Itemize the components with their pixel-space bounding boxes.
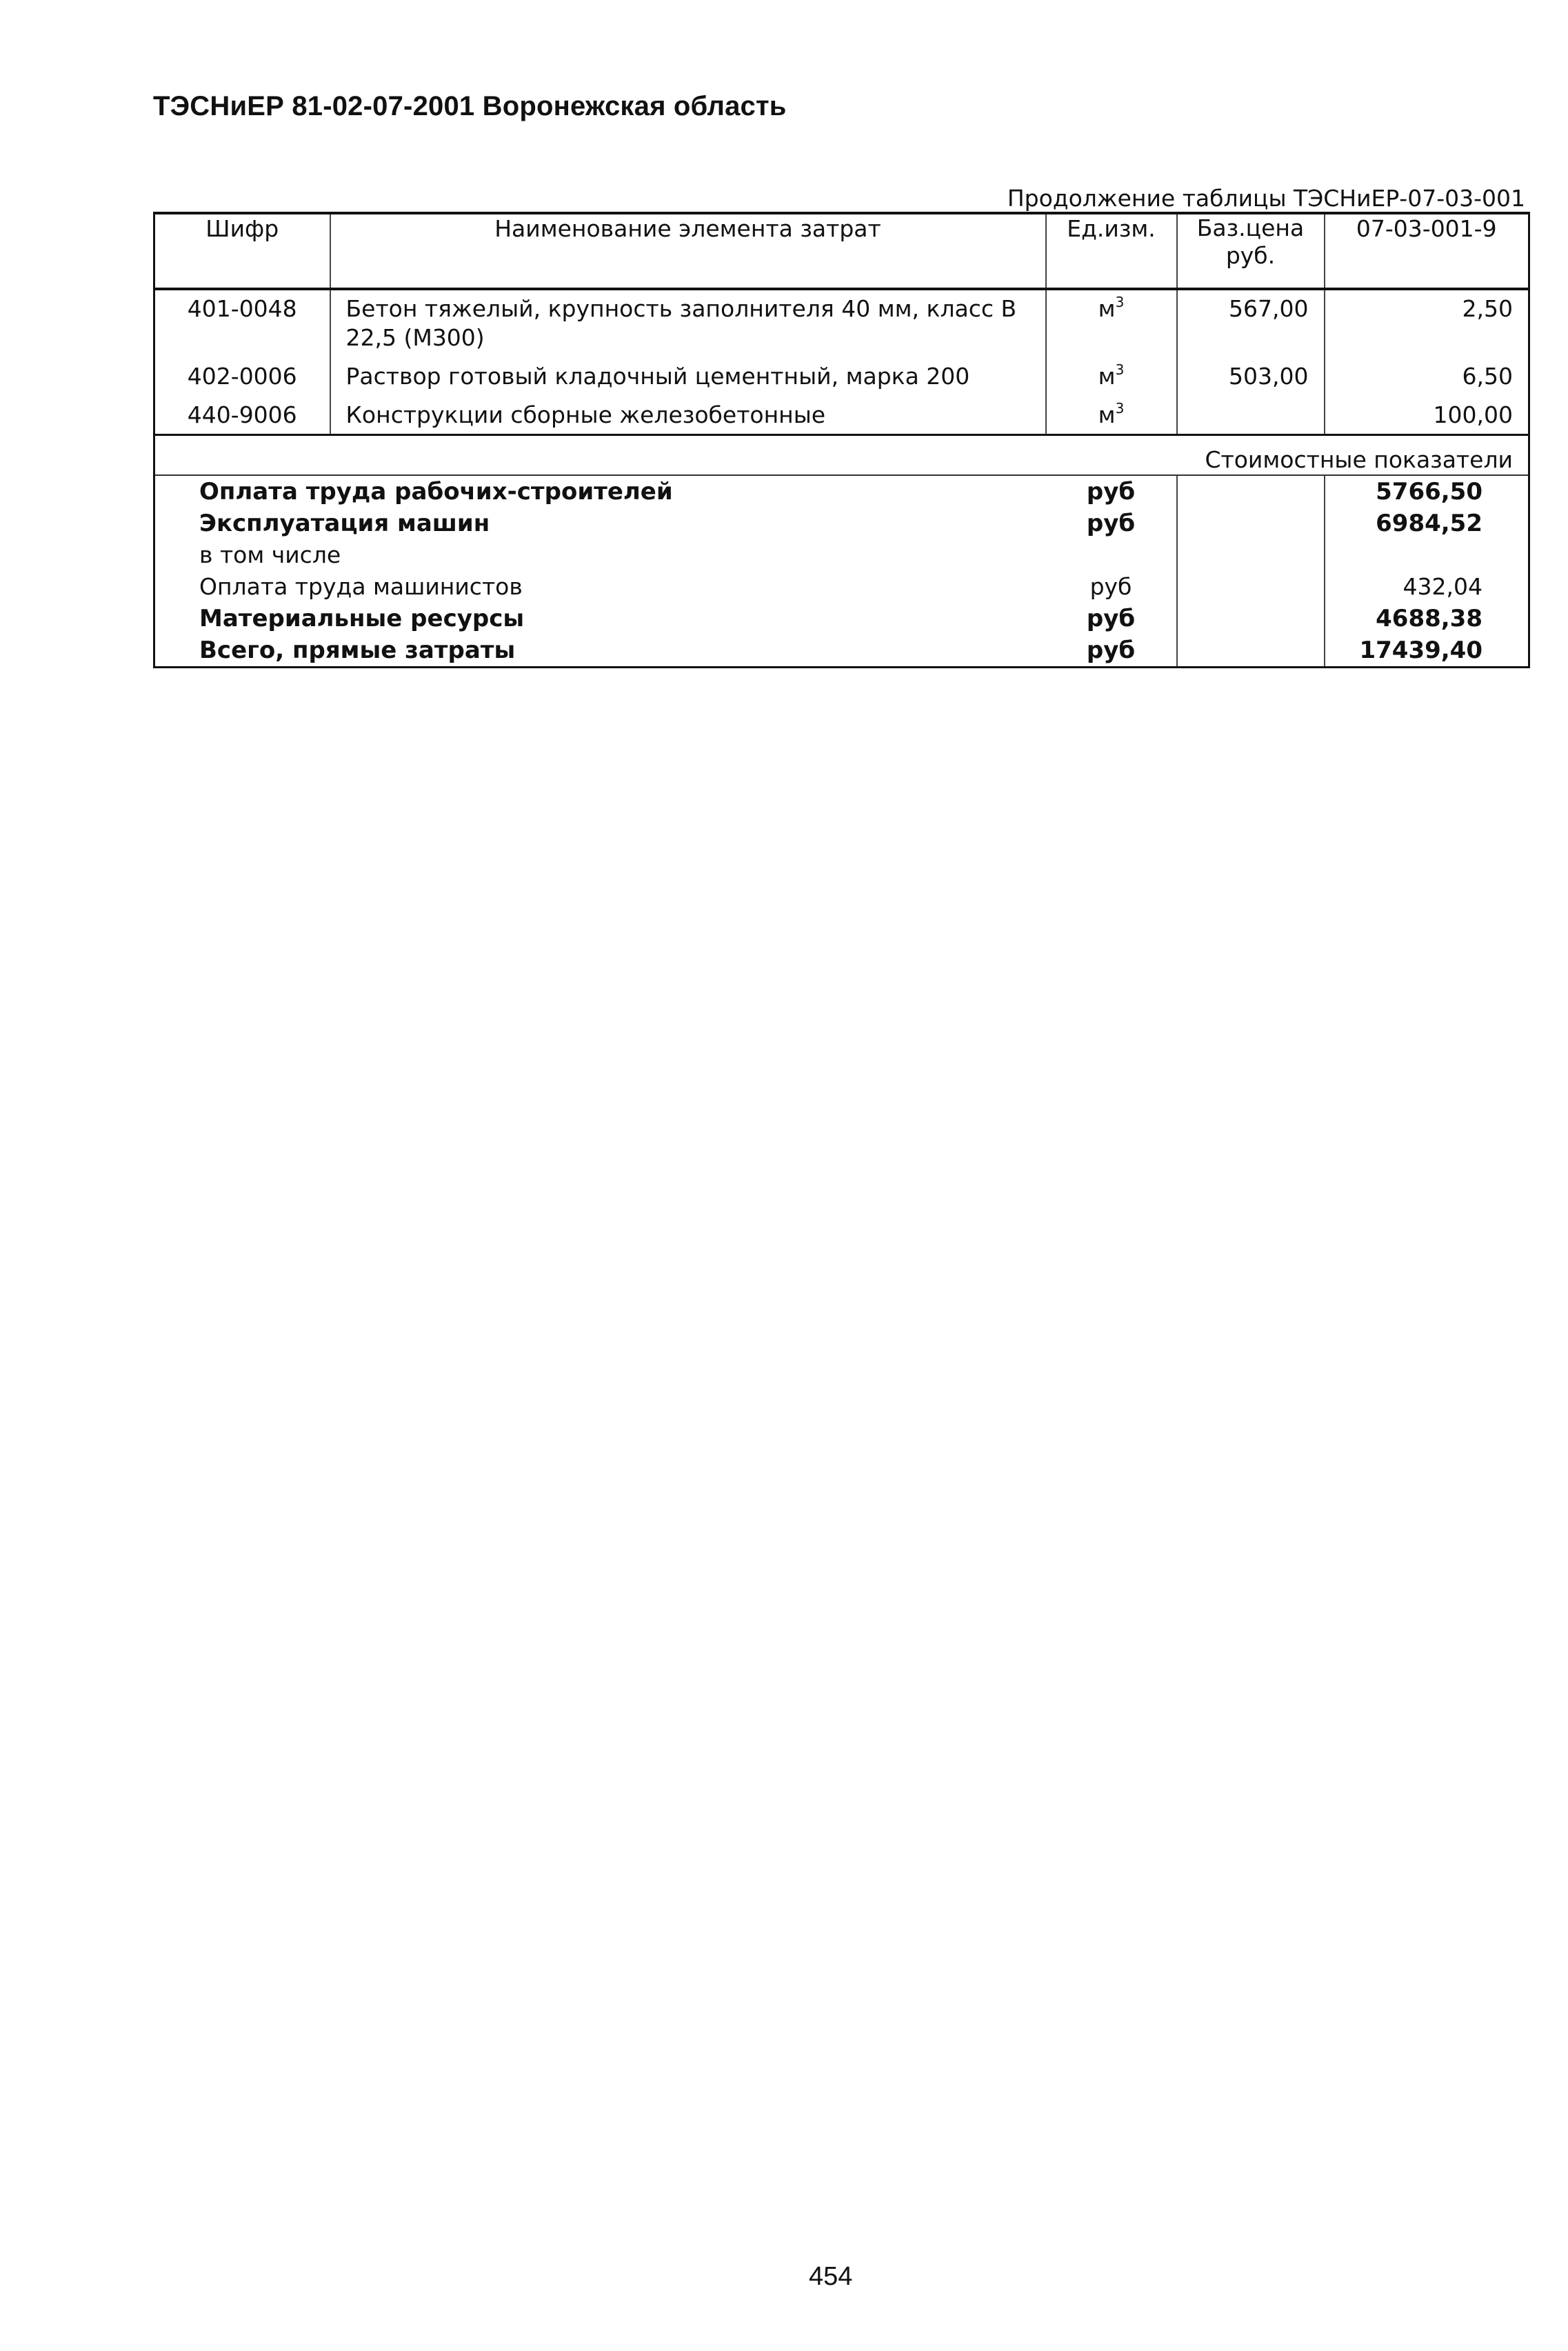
resource-code: 402-0006 (154, 358, 330, 397)
column-header-price-line2: руб. (1225, 242, 1276, 269)
total-value: 6984,52 (1325, 508, 1529, 539)
total-price-empty (1177, 603, 1325, 634)
table-row (154, 289, 1529, 358)
unit-exponent: 3 (1115, 294, 1125, 310)
unit-exponent: 3 (1115, 361, 1125, 378)
total-value: 17439,40 (1325, 634, 1529, 668)
total-price-empty (1177, 571, 1325, 603)
column-header-price-line1: Баз.цена (1196, 214, 1305, 241)
total-label: Оплата труда машинистов (154, 571, 1046, 603)
table-row (154, 603, 1529, 634)
total-value: 432,04 (1325, 571, 1529, 603)
resource-value: 6,50 (1325, 358, 1529, 397)
table-continuation-caption: Продолжение таблицы ТЭСНиЕР-07-03-001 (1007, 185, 1525, 212)
resource-name: Конструкции сборные железобетонные (330, 397, 1046, 435)
table-row (154, 508, 1529, 539)
total-unit (1046, 539, 1177, 571)
total-unit: руб (1046, 603, 1177, 634)
table-row (154, 475, 1529, 508)
document-title: ТЭСНиЕР 81-02-07-2001 Воронежская область (153, 91, 787, 121)
column-header-name: Наименование элемента затрат (330, 213, 1046, 289)
resource-name: Бетон тяжелый, крупность заполнителя 40 мм, класс В 22,5 (М300) (330, 289, 1046, 358)
unit-text: м (1098, 295, 1116, 322)
resource-unit (1046, 289, 1177, 358)
resource-price: 503,00 (1177, 358, 1325, 397)
total-price-empty (1177, 634, 1325, 668)
table-row (154, 358, 1529, 397)
total-price-empty (1177, 539, 1325, 571)
column-header-unit: Ед.изм. (1046, 213, 1177, 289)
unit-text: м (1098, 401, 1116, 428)
total-unit: руб (1046, 571, 1177, 603)
resource-unit (1046, 397, 1177, 435)
column-header-price (1177, 213, 1325, 289)
total-unit: руб (1046, 634, 1177, 668)
total-label: в том числе (154, 539, 1046, 571)
column-header-value: 07-03-001-9 (1325, 213, 1529, 289)
total-price-empty (1177, 508, 1325, 539)
cost-indicators-heading: Стоимостные показатели (154, 435, 1529, 476)
resource-code: 401-0048 (154, 289, 330, 358)
resource-value: 2,50 (1325, 289, 1529, 358)
resource-price (1177, 397, 1325, 435)
total-unit: руб (1046, 475, 1177, 508)
resource-rows (154, 289, 1529, 435)
resource-cost-table (153, 212, 1530, 668)
table-row (154, 397, 1529, 435)
table-row (154, 634, 1529, 668)
total-value (1325, 539, 1529, 571)
total-label: Оплата труда рабочих-строителей (154, 475, 1046, 508)
resource-value: 100,00 (1325, 397, 1529, 435)
table-row (154, 539, 1529, 571)
resource-code: 440-9006 (154, 397, 330, 435)
unit-exponent: 3 (1115, 400, 1125, 417)
table-header (154, 213, 1529, 289)
resource-name: Раствор готовый кладочный цементный, марка 200 (330, 358, 1046, 397)
total-unit: руб (1046, 508, 1177, 539)
total-value: 5766,50 (1325, 475, 1529, 508)
resource-unit (1046, 358, 1177, 397)
resource-price: 567,00 (1177, 289, 1325, 358)
total-label: Всего, прямые затраты (154, 634, 1046, 668)
total-value: 4688,38 (1325, 603, 1529, 634)
total-label: Материальные ресурсы (154, 603, 1046, 634)
total-price-empty (1177, 475, 1325, 508)
total-label: Эксплуатация машин (154, 508, 1046, 539)
table-row (154, 571, 1529, 603)
column-header-code: Шифр (154, 213, 330, 289)
unit-text: м (1098, 363, 1116, 390)
page-number: 454 (809, 2262, 853, 2291)
cost-indicators-header-row (154, 435, 1529, 476)
cost-indicator-rows (154, 435, 1529, 668)
